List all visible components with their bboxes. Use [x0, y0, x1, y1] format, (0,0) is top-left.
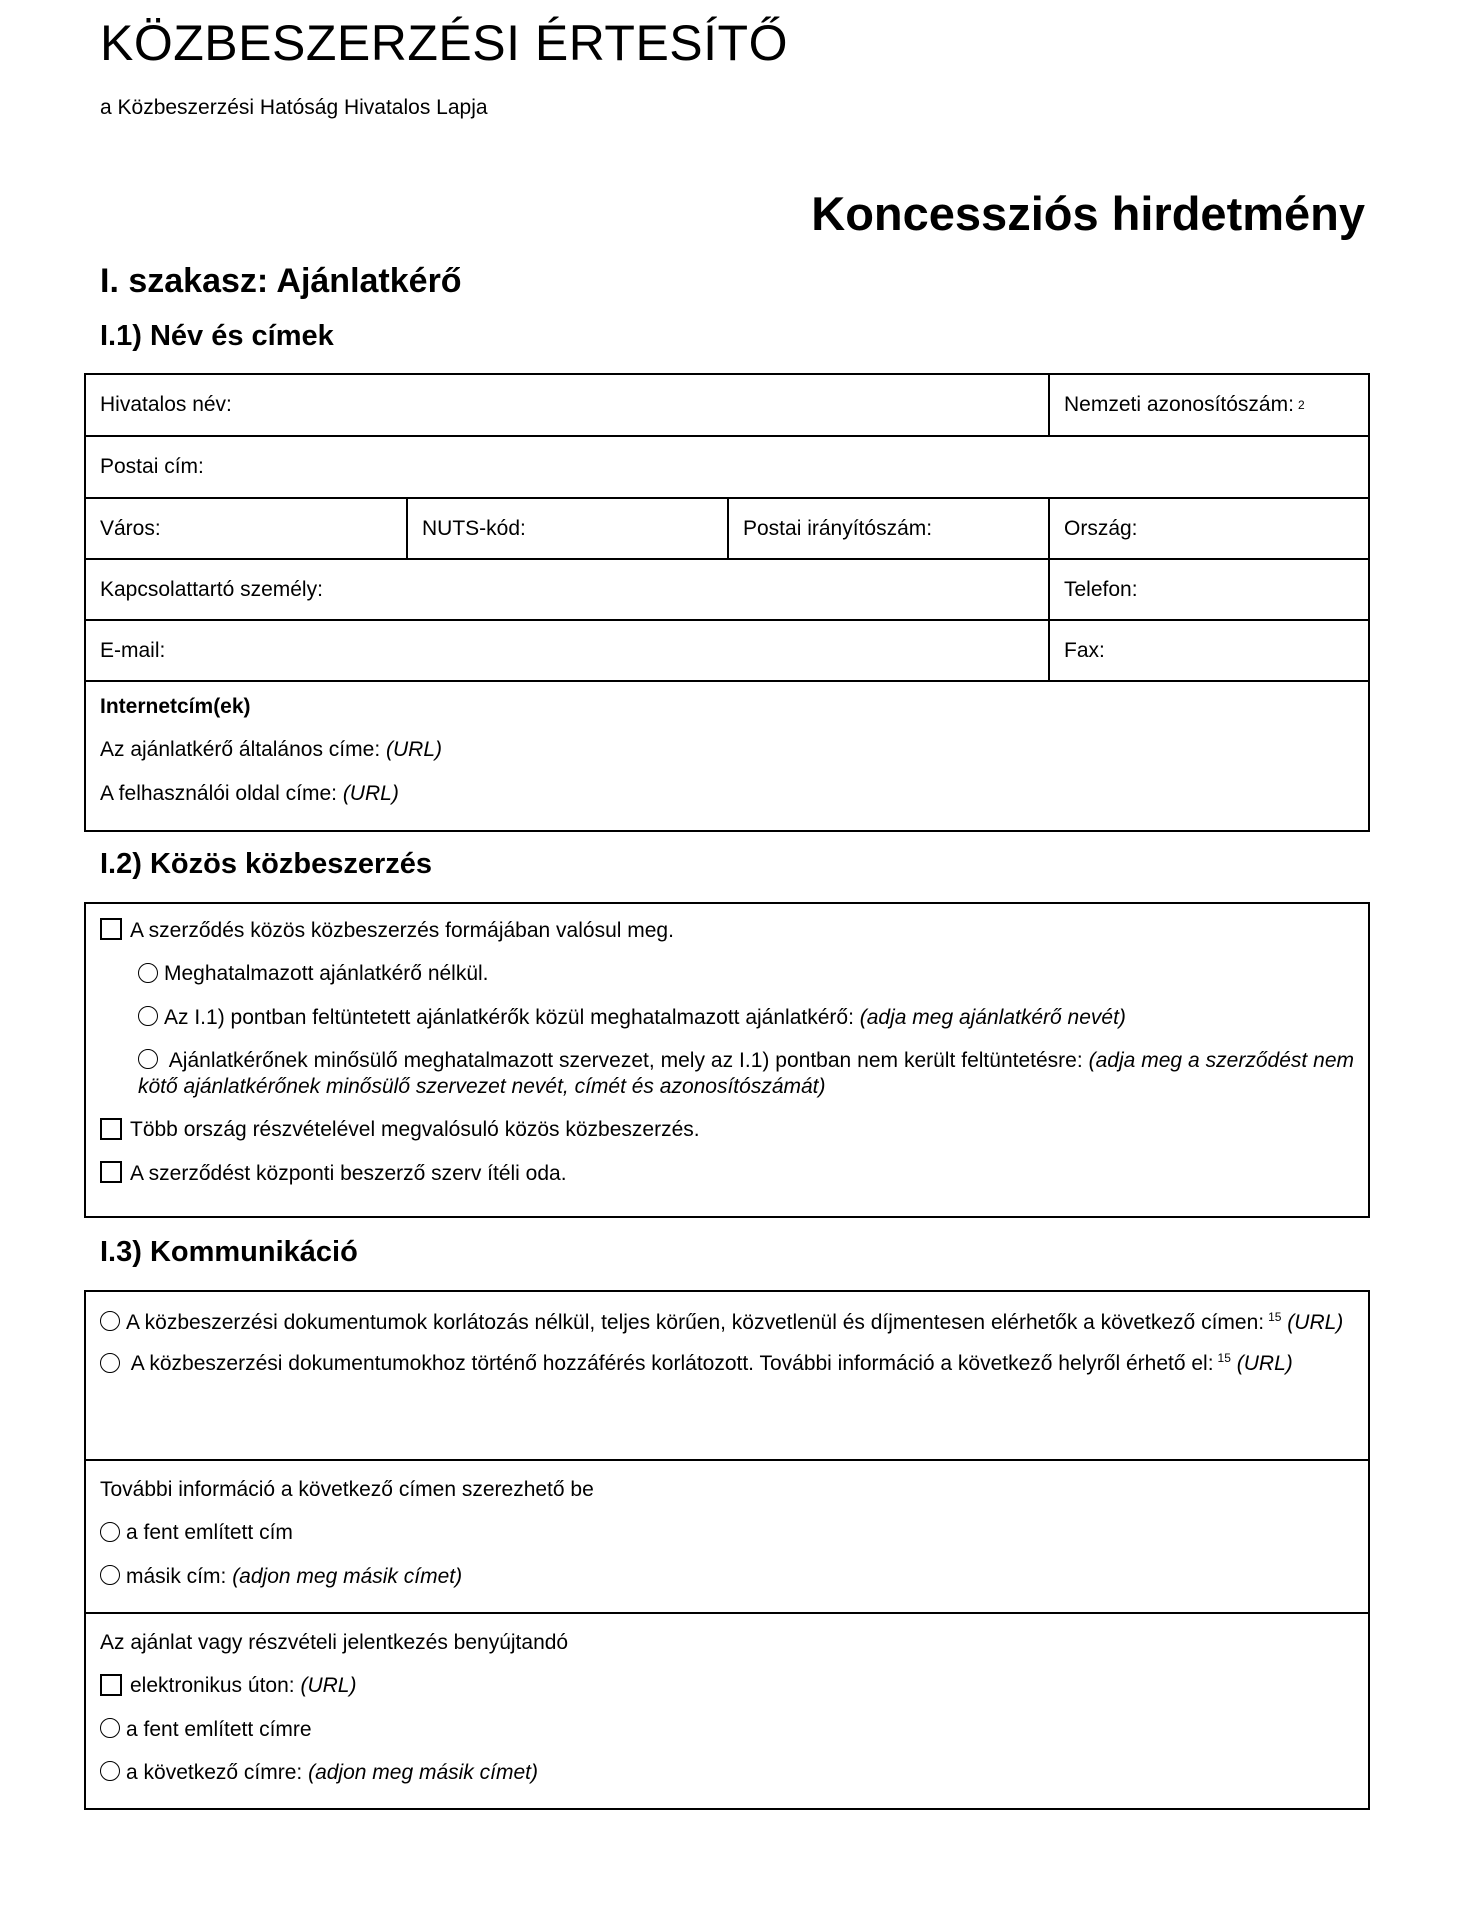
checkbox-icon[interactable]: [100, 1161, 122, 1183]
buyer-profile-line[interactable]: [100, 781, 1354, 807]
names-addresses-table: [84, 373, 1370, 832]
multi-country-label: Több ország részvételével megvalósuló közös közbeszerzés.: [130, 1118, 700, 1142]
phone-field[interactable]: [1048, 560, 1368, 619]
docs-restricted-option[interactable]: [100, 1351, 1354, 1377]
checkbox-icon[interactable]: [100, 918, 122, 940]
internet-addresses-block: [86, 680, 1368, 830]
radio-icon[interactable]: [138, 1006, 158, 1026]
gazette-subtitle: a Közbeszerzési Hatóság Hivatalos Lapja: [100, 96, 488, 119]
electronic-label: elektronikus úton:: [130, 1674, 295, 1698]
contact-person-field[interactable]: [86, 560, 1048, 619]
submission-block: [86, 1612, 1368, 1808]
postal-address-field[interactable]: [86, 437, 1368, 497]
radio-icon[interactable]: [100, 1718, 120, 1738]
postal-code-label: Postai irányítószám:: [743, 516, 933, 540]
radio-icon[interactable]: [100, 1311, 120, 1331]
to-following-label: a következő címre:: [126, 1760, 303, 1784]
no-authorised-option[interactable]: [138, 961, 1354, 987]
url-hint: (URL): [1236, 1352, 1293, 1376]
url-hint: (URL): [300, 1674, 357, 1698]
email-label: E-mail:: [100, 638, 166, 662]
more-info-heading: További információ a következő címen szerezhető be: [100, 1478, 594, 1501]
to-following-hint: (adjon meg másik címet): [308, 1760, 538, 1784]
communication-box: [84, 1290, 1370, 1810]
footnote-ref: 15: [1217, 1351, 1231, 1366]
central-label: A szerződést központi beszerző szerv ítéli oda.: [130, 1161, 567, 1185]
url-hint: (URL): [1287, 1311, 1344, 1334]
section-1-2-heading: I.2) Közös közbeszerzés: [100, 848, 432, 880]
country-label: Ország:: [1064, 516, 1138, 540]
contact-person-label: Kapcsolattartó személy:: [100, 577, 323, 601]
joint-procurement-option[interactable]: [100, 918, 1354, 944]
nuts-field[interactable]: [406, 499, 727, 558]
opt2-hint: (adja meg ajánlatkérő nevét): [859, 1005, 1126, 1029]
authorised-buyer-option[interactable]: [138, 1005, 1354, 1031]
central-purchasing-option[interactable]: [100, 1161, 1354, 1187]
to-above-label: a fent említett címre: [126, 1717, 312, 1741]
city-field[interactable]: [86, 499, 406, 558]
fax-field[interactable]: [1048, 621, 1368, 680]
submit-above-option[interactable]: [100, 1717, 1354, 1743]
country-field[interactable]: [1048, 499, 1368, 558]
other-address-option[interactable]: [100, 1564, 1354, 1590]
buyer-profile-label: A felhasználói oldal címe:: [100, 781, 337, 805]
radio-icon[interactable]: [100, 1565, 120, 1585]
opt3-label: Ajánlatkérőnek minősülő meghatalmazott szervezet, mely az I.1) pontban nem került feltüntetésre:: [168, 1048, 1083, 1072]
opt1-label: Meghatalmazott ajánlatkérő nélkül.: [164, 962, 489, 986]
radio-icon[interactable]: [138, 963, 158, 983]
national-id-label: Nemzeti azonosítószám:: [1064, 393, 1294, 416]
nuts-label: NUTS-kód:: [422, 516, 526, 540]
opt2-label: Az I.1) pontban feltüntetett ajánlatkérők közül meghatalmazott ajánlatkérő:: [164, 1005, 854, 1029]
phone-label: Telefon:: [1064, 577, 1138, 601]
opt3-hint: (adja meg a szerződést nem kötő ajánlatkérőnek minősülő szervezet nevét, címét és azonosítószámát): [138, 1048, 1354, 1098]
joint-procurement-box: [84, 902, 1370, 1218]
docs-unrestricted-label: A közbeszerzési dokumentumok korlátozás nélkül, teljes körűen, közvetlenül és díjmentesen elérhetők a következő címen:: [126, 1311, 1265, 1334]
docs-unrestricted-option[interactable]: [100, 1310, 1354, 1336]
above-address-option[interactable]: [100, 1520, 1354, 1546]
gazette-title: KÖZBESZERZÉSI ÉRTESÍTŐ: [100, 15, 788, 71]
email-field[interactable]: [86, 621, 1048, 680]
other-address-label: másik cím:: [126, 1564, 227, 1588]
checkbox-icon[interactable]: [100, 1118, 122, 1140]
other-address-hint: (adjon meg másik címet): [232, 1564, 463, 1588]
general-address-line[interactable]: [100, 737, 1354, 763]
joint-label: A szerződés közös közbeszerzés formájában valósul meg.: [130, 919, 674, 942]
submit-following-option[interactable]: [100, 1760, 1354, 1786]
general-address-label: Az ajánlatkérő általános címe:: [100, 738, 381, 762]
url-hint: (URL): [342, 781, 399, 805]
fax-label: Fax:: [1064, 638, 1105, 662]
postal-code-field[interactable]: [727, 499, 1048, 558]
multi-country-option[interactable]: [100, 1117, 1354, 1143]
internet-heading: Internetcím(ek): [100, 695, 251, 718]
section-1-heading: I. szakasz: Ajánlatkérő: [100, 262, 462, 300]
authorised-org-option[interactable]: [138, 1048, 1354, 1101]
documents-access-block: [86, 1292, 1368, 1459]
section-1-3-heading: I.3) Kommunikáció: [100, 1236, 358, 1268]
section-1-1-heading: I.1) Név és címek: [100, 320, 334, 352]
postal-address-label: Postai cím:: [100, 455, 204, 478]
footnote-ref: 2: [1297, 398, 1305, 412]
docs-restricted-label: A közbeszerzési dokumentumokhoz történő hozzáférés korlátozott. További információ a következő helyről érhető el:: [130, 1352, 1214, 1376]
footnote-ref: 15: [1268, 1310, 1282, 1324]
more-info-block: [86, 1459, 1368, 1612]
url-hint: (URL): [386, 738, 442, 762]
radio-icon[interactable]: [100, 1761, 120, 1781]
official-name-label: Hivatalos név:: [100, 393, 232, 416]
submit-heading: Az ajánlat vagy részvételi jelentkezés benyújtandó: [100, 1631, 569, 1654]
city-label: Város:: [100, 516, 161, 540]
document-title: Koncessziós hirdetmény: [811, 187, 1365, 240]
radio-icon[interactable]: [100, 1353, 120, 1373]
radio-icon[interactable]: [100, 1522, 120, 1542]
official-name-field[interactable]: [86, 375, 1048, 435]
above-address-label: a fent említett cím: [126, 1521, 293, 1545]
checkbox-icon[interactable]: [100, 1674, 122, 1696]
national-id-field[interactable]: [1048, 375, 1368, 435]
electronic-submission-option[interactable]: [100, 1673, 1354, 1699]
radio-icon[interactable]: [138, 1049, 158, 1069]
